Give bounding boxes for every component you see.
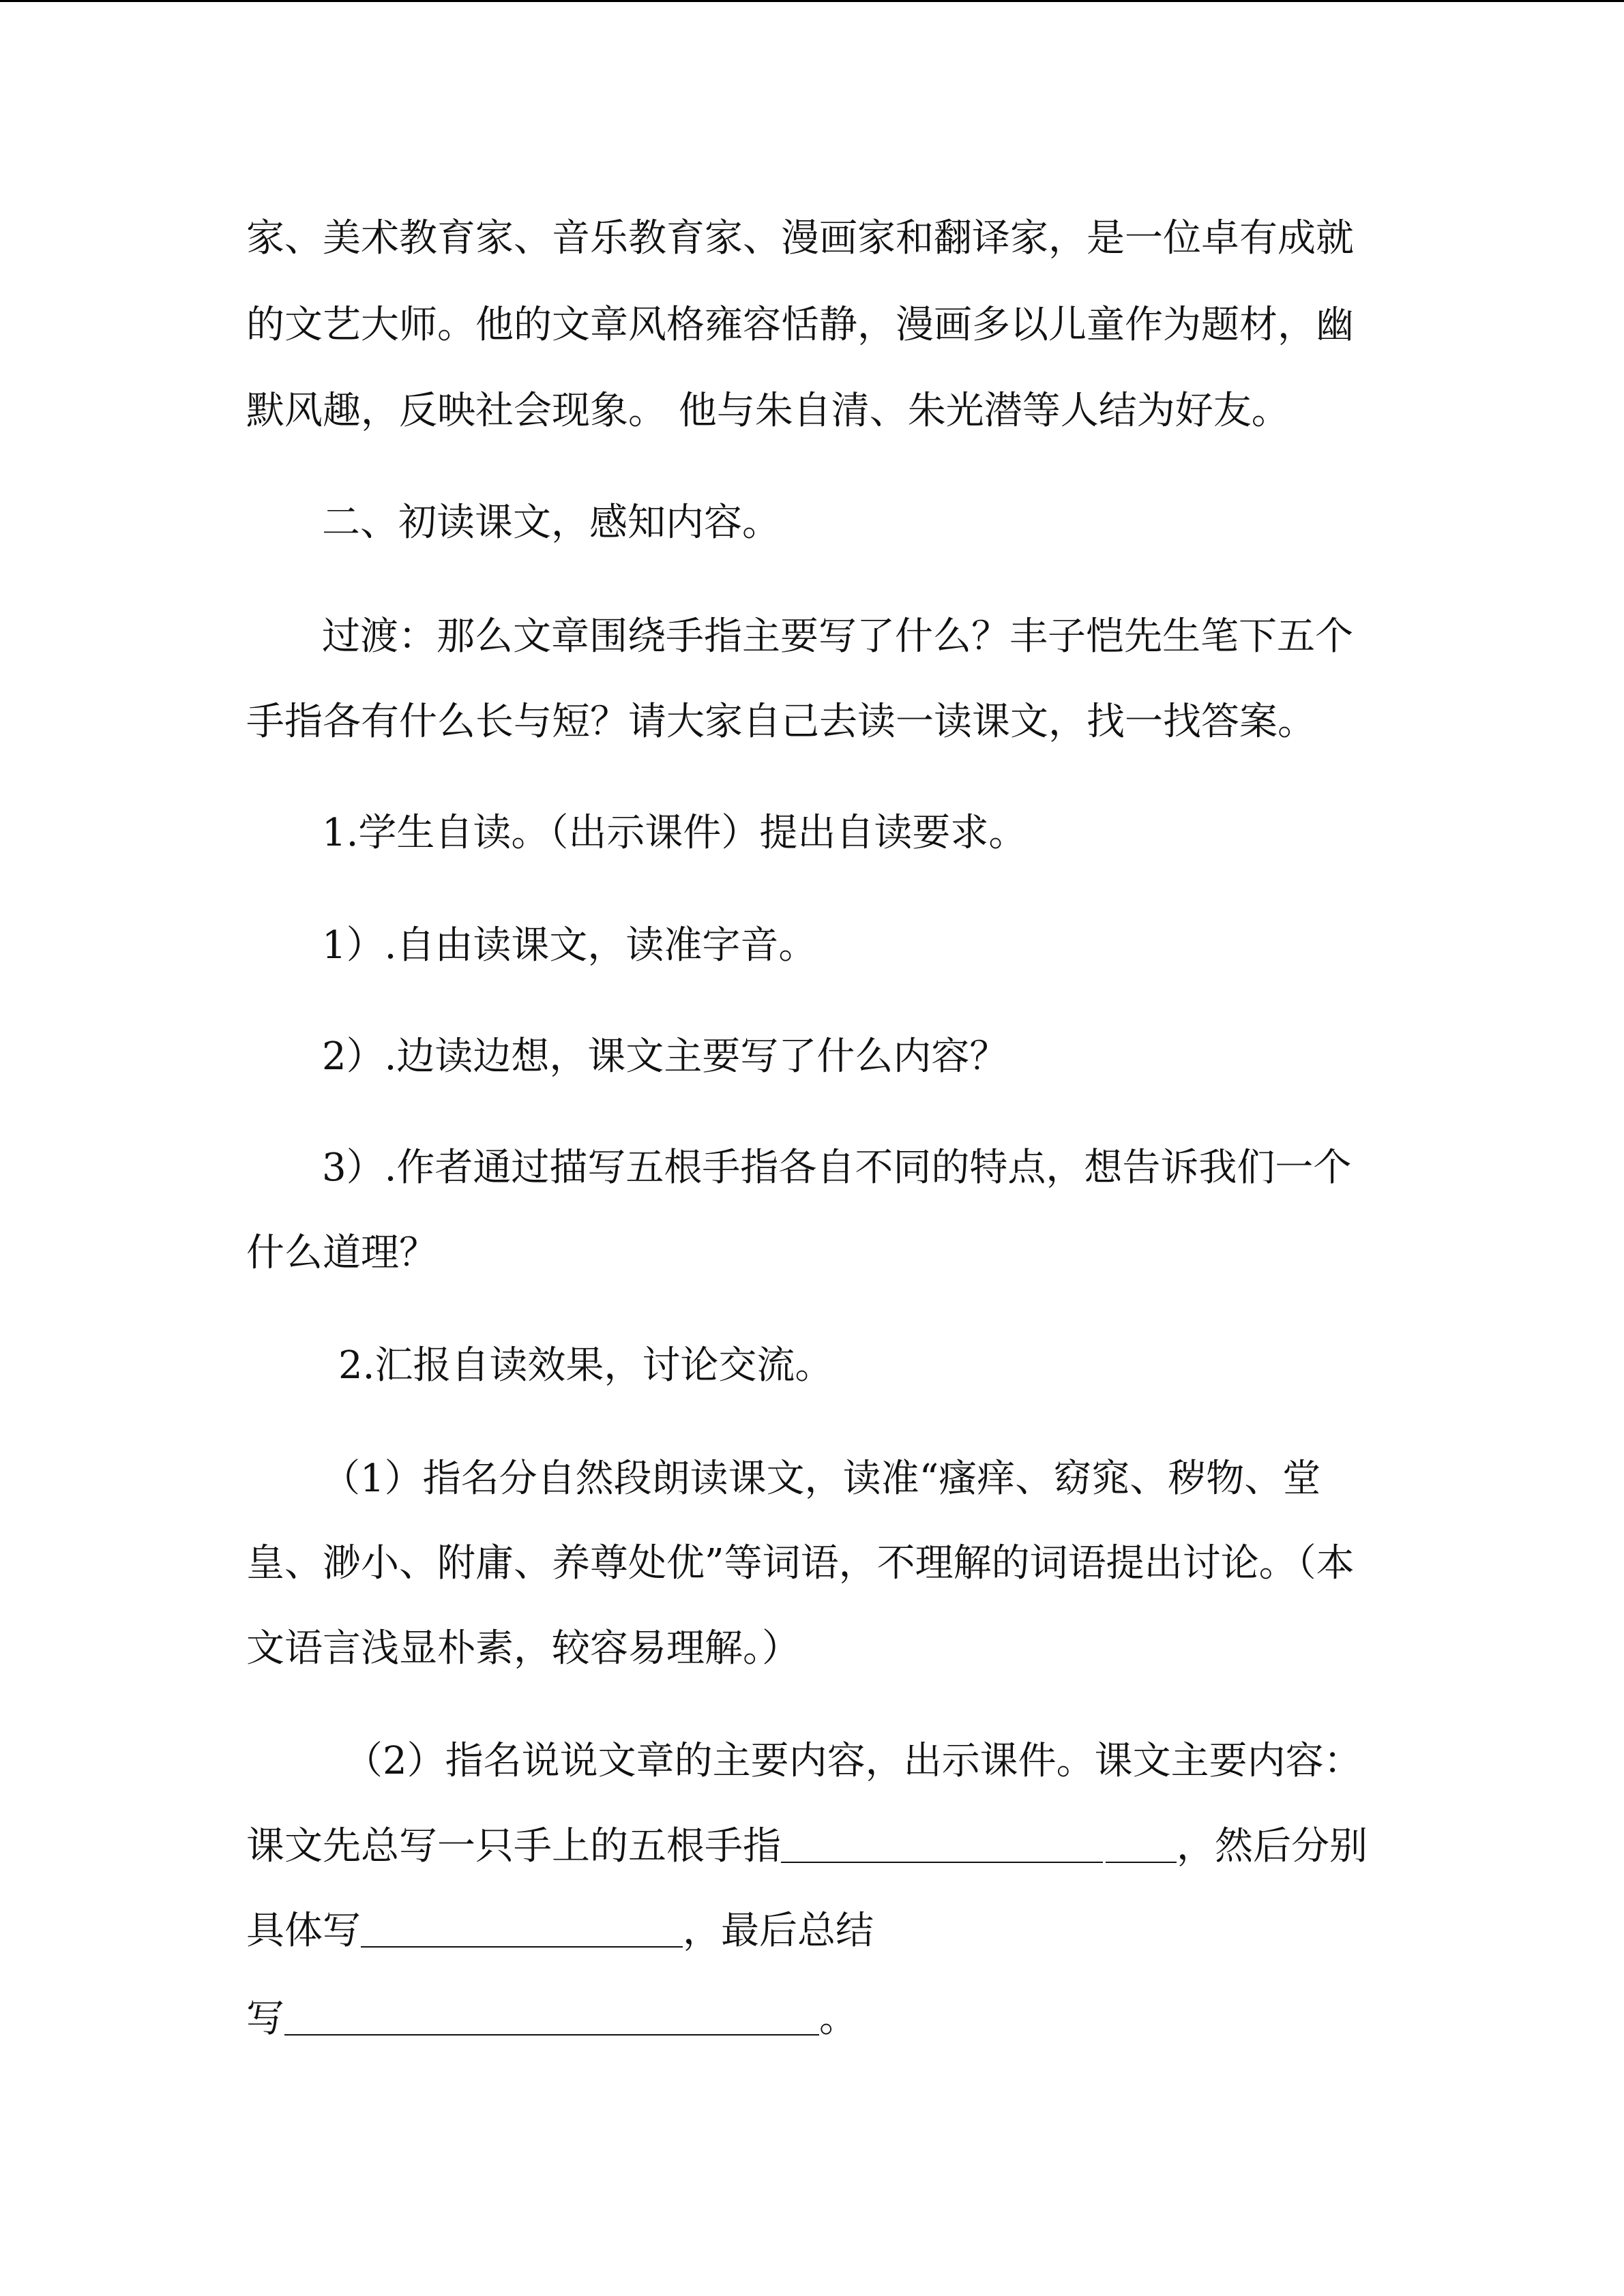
answer-blank [284,2000,819,2036]
text-line: 文语言浅显朴素，较容易理解。） [246,1626,800,1671]
requirement-item: 2）.边读边想，课文主要写了什么内容？ [322,1034,1008,1079]
fill-in-line [246,1909,874,1953]
text-line: （2）指名说说文章的主要内容，出示课件。课文主要内容： [344,1739,1362,1783]
text-line: 过渡：那么文章围绕手指主要写了什么？丰子恺先生笔下五个 [322,614,1353,659]
text-line: 皇、渺小、附庸、养尊处优”等词语，不理解的词语提出讨论。（本 [246,1541,1355,1585]
text-segment: 写 [246,1997,284,2041]
text-line: （1）指名分自然段朗读课文，读准“瘙痒、窈窕、秽物、堂 [322,1457,1321,1501]
requirement-item: 1）.自由读课文，读准字音。 [322,923,817,968]
text-segment: ，最后总结 [683,1909,874,1953]
answer-blank [1106,1828,1177,1863]
fill-in-line [246,1997,857,2041]
step-heading: 2.汇报自读效果，讨论交流。 [338,1343,833,1388]
text-segment: ，然后分别 [1177,1824,1368,1868]
answer-blank [361,1912,683,1948]
text-line: 什么道理？ [246,1231,437,1275]
text-segment: 具体写 [246,1909,361,1953]
requirement-item: 3）.作者通过描写五根手指各自不同的特点，想告诉我们一个 [322,1146,1352,1190]
text-line: 家、美术教育家、音乐教育家、漫画家和翻译家，是一位卓有成就 [246,216,1354,260]
page-top-border [0,0,1624,2]
text-segment: 课文先总写一只手上的五根手指 [246,1824,781,1868]
text-line: 默风趣，反映社会现象。 他与朱自清、朱光潜等人结为好友。 [246,389,1290,433]
fill-in-line [246,1824,1368,1868]
text-line: 的文艺大师。他的文章风格雍容恬静，漫画多以儿童作为题材，幽 [246,303,1354,347]
text-line: 手指各有什么长与短？请大家自己去读一读课文，找一找答案。 [246,700,1316,744]
step-heading: 1.学生自读。（出示课件）提出自读要求。 [322,811,1027,855]
section-heading: 二、初读课文，感知内容。 [322,501,780,545]
answer-blank [781,1828,1103,1863]
text-segment: 。 [819,1997,857,2041]
